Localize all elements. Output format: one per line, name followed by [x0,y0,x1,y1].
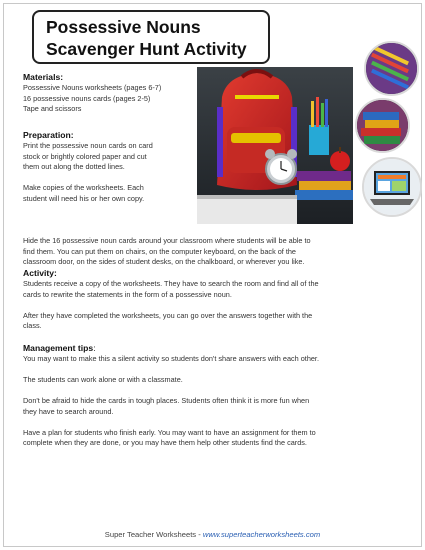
footer-brand: Super Teacher Worksheets [104,530,197,539]
tips-heading: Management tips [23,343,94,353]
tips-line: complete when they are done, or you may have them help other students find the cards. [23,438,307,448]
school-supplies-illustration [197,67,353,224]
tips-line: Don't be afraid to hide the cards in tough places. Students often think it is more fun when [23,396,310,406]
preparation-line: Make copies of the worksheets. Each [23,183,144,193]
tips-section [23,343,408,449]
title-line-1: Possessive Nouns [46,17,201,37]
preparation-line: classroom door, on the sides of student desks, on the chalkboard, or wherever you like. [23,257,305,267]
tips-heading-row [23,343,408,354]
footer-separator: - [196,530,203,539]
activity-line: class. [23,321,42,331]
books-circle-photo [355,98,410,153]
title-box [32,10,270,64]
page-footer [0,530,425,539]
activity-line: Students receive a copy of the worksheets. They have to search the room and find all of the [23,279,319,288]
preparation-line: Hide the 16 possessive noun cards around your classroom where students will be able to [23,236,311,245]
materials-item: Tape and scissors [23,104,82,114]
title-line-2: Scavenger Hunt Activity [46,39,247,59]
materials-item: 16 possessive nouns cards (pages 2-5) [23,93,151,103]
crayons-circle-photo [364,41,419,96]
preparation-section [23,130,195,204]
school-supplies-photo [197,67,353,224]
tips-line: they have to search around. [23,406,114,416]
materials-item: Possessive Nouns worksheets (pages 6-7) [23,83,162,92]
preparation-line: student will need his or her own copy. [23,193,145,203]
preparation-line: find them. You can put them on chairs, on the computer keyboard, on the back of the [23,246,296,256]
tips-heading-colon: : [93,343,96,353]
tips-line: The students can work alone or with a classmate. [23,375,183,385]
preparation-heading: Preparation: [23,130,74,140]
materials-section [23,72,193,115]
tips-line: You may want to make this a silent activity so students don't share answers with each other. [23,354,319,363]
activity-line: cards to rewrite the statements in the form of a possessive noun. [23,289,232,299]
activity-section [23,268,408,332]
laptop-circle-photo [362,157,422,217]
activity-line: After they have completed the worksheets, you can go over the answers together with the [23,310,313,320]
preparation-line: Print the possessive noun cards on card [23,141,153,150]
preparation-line: stock or brightly colored paper and cut [23,151,147,161]
tips-line: Have a plan for students who finish early. You may want to have an assignment for them to [23,427,316,437]
materials-heading: Materials: [23,72,64,82]
preparation-line: them out along the dotted lines. [23,162,125,172]
activity-heading: Activity: [23,268,57,278]
footer-url-link[interactable]: www.superteacherworksheets.com [202,530,321,539]
preparation-hide-paragraph [23,236,408,268]
